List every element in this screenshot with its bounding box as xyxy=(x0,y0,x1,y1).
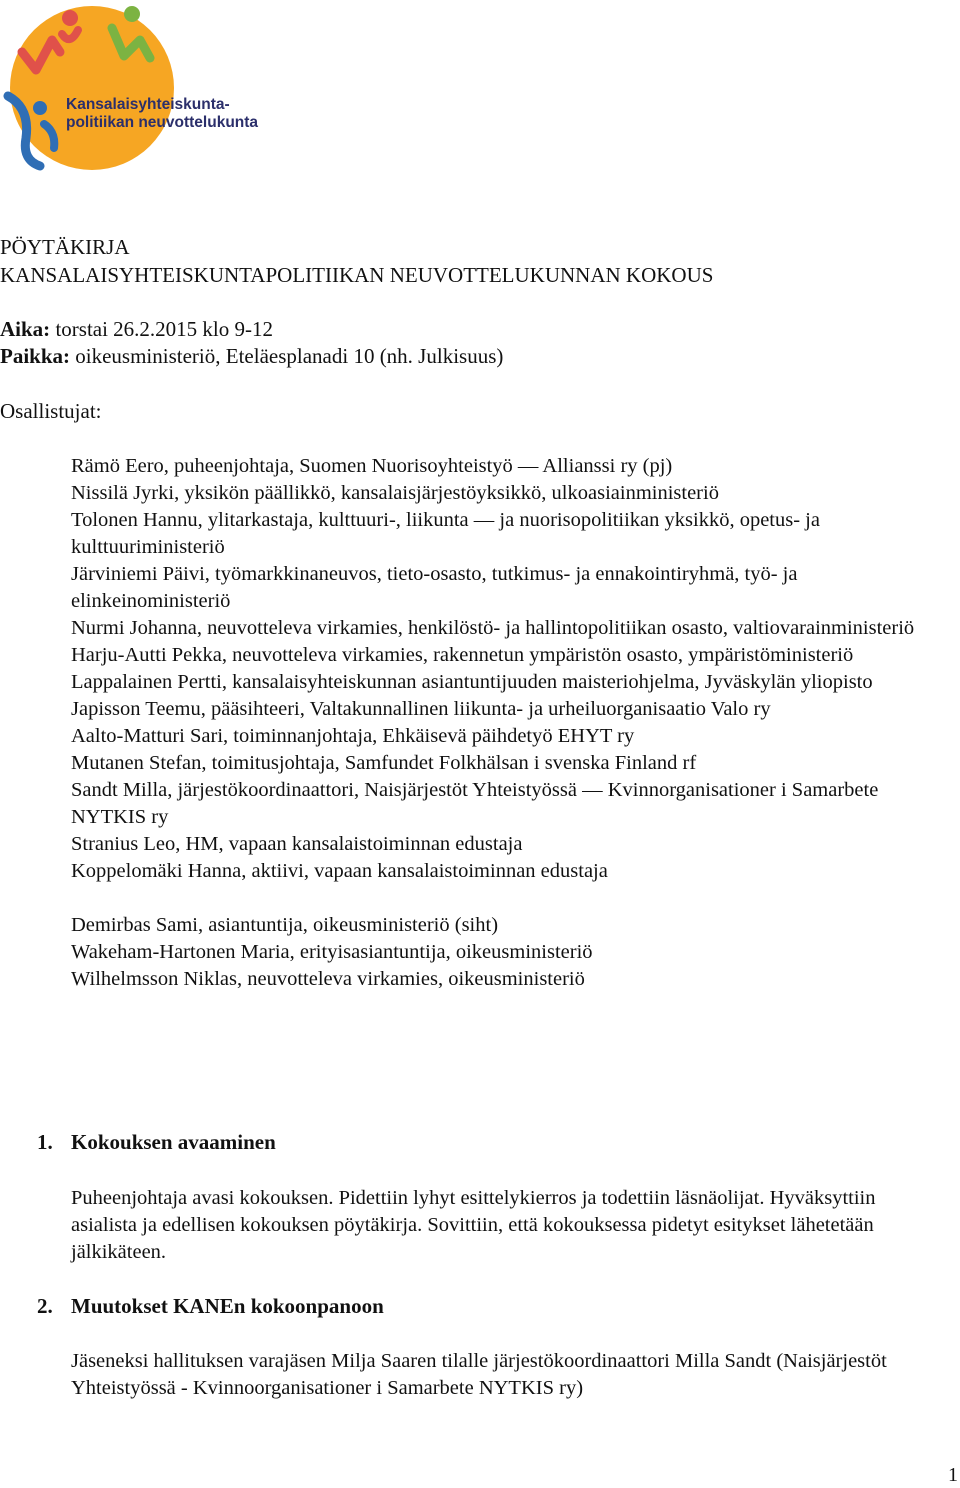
meeting-title: KANSALAISYHTEISKUNTAPOLITIIKAN NEUVOTTELUKUNNAN KOKOUS xyxy=(0,263,714,287)
meeting-meta xyxy=(0,316,503,370)
participant: Mutanen Stefan, toimitusjohtaja, Samfundet Folkhälsan i svenska Finland rf xyxy=(71,752,697,774)
place-label: Paikka: xyxy=(0,344,71,368)
participant: Sandt Milla, järjestökoordinaattori, Naisjärjestöt Yhteistyössä — Kvinnorganisationer i Samarbete NYTKIS ry xyxy=(71,779,879,828)
section-body-2: Jäseneksi hallituksen varajäsen Milja Saaren tilalle järjestökoordinaattori Milla Sandt (Naisjärjestöt Yhteistyössä - Kvinnoorganisationer i Samarbete NYTKIS ry) xyxy=(71,1350,887,1399)
logo-text xyxy=(66,96,258,132)
page-number: 1 xyxy=(948,1464,958,1486)
time-value: torstai 26.2.2015 klo 9-12 xyxy=(50,317,274,341)
meeting-place xyxy=(0,343,503,370)
participant: Nissilä Jyrki, yksikön päällikkö, kansalaisjärjestöyksikkö, ulkoasiainministeriö xyxy=(71,482,719,504)
participant: Nurmi Johanna, neuvotteleva virkamies, henkilöstö- ja hallintopolitiikan osasto, valtiovarainministeriö xyxy=(71,617,915,639)
logo-text-line1: Kansalaisyhteiskunta- xyxy=(66,96,230,113)
document-type: PÖYTÄKIRJA xyxy=(0,235,130,259)
participant: Stranius Leo, HM, vapaan kansalaistoiminnan edustaja xyxy=(71,833,523,855)
participants-label: Osallistujat: xyxy=(0,399,102,423)
logo-text-line2: politiikan neuvottelukunta xyxy=(66,114,259,131)
participant: Järviniemi Päivi, työmarkkinaneuvos, tieto-osasto, tutkimus- ja ennakointiryhmä, työ- ja elinkeinoministeriö xyxy=(71,563,798,612)
participant: Tolonen Hannu, ylitarkastaja, kulttuuri-, liikunta — ja nuorisopolitiikan yksikkö, opetus- ja kulttuuriministeriö xyxy=(71,509,820,558)
participant: Lappalainen Pertti, kansalaisyhteiskunnan asiantuntijuuden maisteriohjelma, Jyväskylän yliopisto xyxy=(71,671,873,693)
participant: Japisson Teemu, pääsihteeri, Valtakunnallinen liikunta- ja urheiluorganisaatio Valo ry xyxy=(71,698,771,720)
secretary: Demirbas Sami, asiantuntija, oikeusministeriö (siht) xyxy=(71,914,499,936)
organization-logo xyxy=(0,0,300,180)
meeting-time xyxy=(0,316,503,343)
secretary: Wakeham-Hartonen Maria, erityisasiantuntija, oikeusministeriö xyxy=(71,941,593,963)
section-body-1: Puheenjohtaja avasi kokouksen. Pidettiin lyhyt esittelykierros ja todettiin läsnäolijat. Hyväksyttiin asialista ja edellisen kokouksen pöytäkirja. Sovittiin, että kokouksessa pidetyt esitykset lähetetään jälkikäteen. xyxy=(71,1187,876,1263)
logo-graphic xyxy=(0,0,300,180)
section-title: Kokouksen avaaminen xyxy=(71,1130,276,1154)
section-heading-2 xyxy=(37,1294,384,1319)
document-heading xyxy=(0,233,713,289)
participants-list xyxy=(71,453,941,993)
participant: Aalto-Matturi Sari, toiminnanjohtaja, Ehkäisevä päihdetyö EHYT ry xyxy=(71,725,635,747)
section-number: 1. xyxy=(37,1130,53,1154)
participant: Harju-Autti Pekka, neuvotteleva virkamies, rakennetun ympäristön osasto, ympäristöministeriö xyxy=(71,644,854,666)
spacer xyxy=(71,885,941,912)
section-number: 2. xyxy=(37,1294,53,1318)
place-value: oikeusministeriö, Eteläesplanadi 10 (nh. Julkisuus) xyxy=(70,344,504,368)
participant: Koppelomäki Hanna, aktiivi, vapaan kansalaistoiminnan edustaja xyxy=(71,860,608,882)
participant: Rämö Eero, puheenjohtaja, Suomen Nuorisoyhteistyö — Allianssi ry (pj) xyxy=(71,455,673,477)
secretary: Wilhelmsson Niklas, neuvotteleva virkamies, oikeusministeriö xyxy=(71,968,585,990)
time-label: Aika: xyxy=(0,317,51,341)
section-heading-1 xyxy=(37,1130,276,1155)
section-title: Muutokset KANEn kokoonpanoon xyxy=(71,1294,384,1318)
